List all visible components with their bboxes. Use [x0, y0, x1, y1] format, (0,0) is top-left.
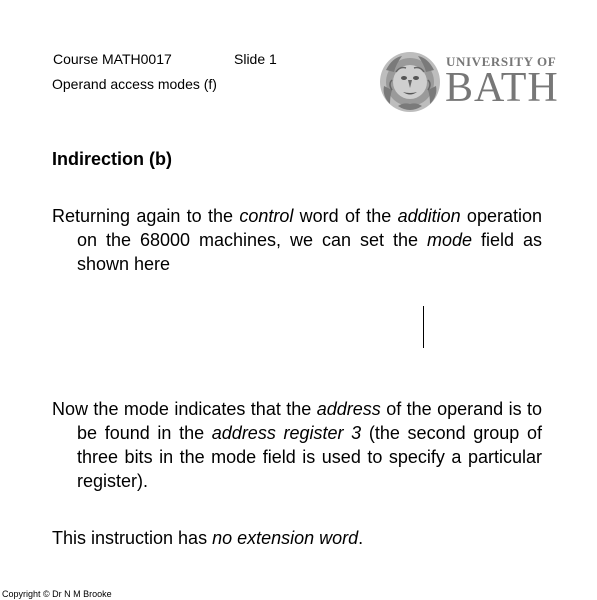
para3-em-no-extension: no extension word [212, 528, 359, 548]
divider-line [423, 306, 424, 348]
para2-em-address: address [316, 399, 381, 419]
copyright-footer: Copyright © Dr N M Brooke [2, 589, 112, 599]
university-of-text: UNIVERSITY OF [446, 54, 557, 69]
para2-text-3: (the second group of three bits in the mode field is used to specify a particular register). [77, 423, 542, 491]
para1-text-3: operation on the 68000 machines, we can set the [77, 206, 542, 250]
paragraph-extension-word [52, 526, 542, 550]
para3-text-2: . [358, 528, 364, 548]
para1-text-2: word of the [293, 206, 398, 226]
course-code: Course MATH0017 [53, 51, 172, 67]
paragraph-control-word [52, 204, 542, 276]
para1-em-control: control [239, 206, 294, 226]
university-logo [378, 50, 558, 114]
slide-number: Slide 1 [234, 51, 277, 67]
para2-text-1: Now the mode indicates that the [52, 399, 317, 419]
para3-text-1: This instruction has [52, 528, 213, 548]
slide-header [53, 51, 277, 67]
para2-text-2: of the operand is to be found in the [77, 399, 543, 443]
paragraph-address-mode [52, 397, 542, 493]
para1-text-4: field as shown here [77, 230, 542, 274]
para2-em-address-register: address register 3 [211, 423, 362, 443]
slide-subtitle: Operand access modes (f) [52, 76, 217, 92]
para1-text-1: Returning again to the [52, 206, 240, 226]
para1-em-addition: addition [397, 206, 461, 226]
crest-icon [378, 50, 442, 114]
bath-wordmark: BATH [445, 65, 559, 111]
para1-em-mode: mode [426, 230, 473, 250]
section-title: Indirection (b) [52, 149, 172, 169]
